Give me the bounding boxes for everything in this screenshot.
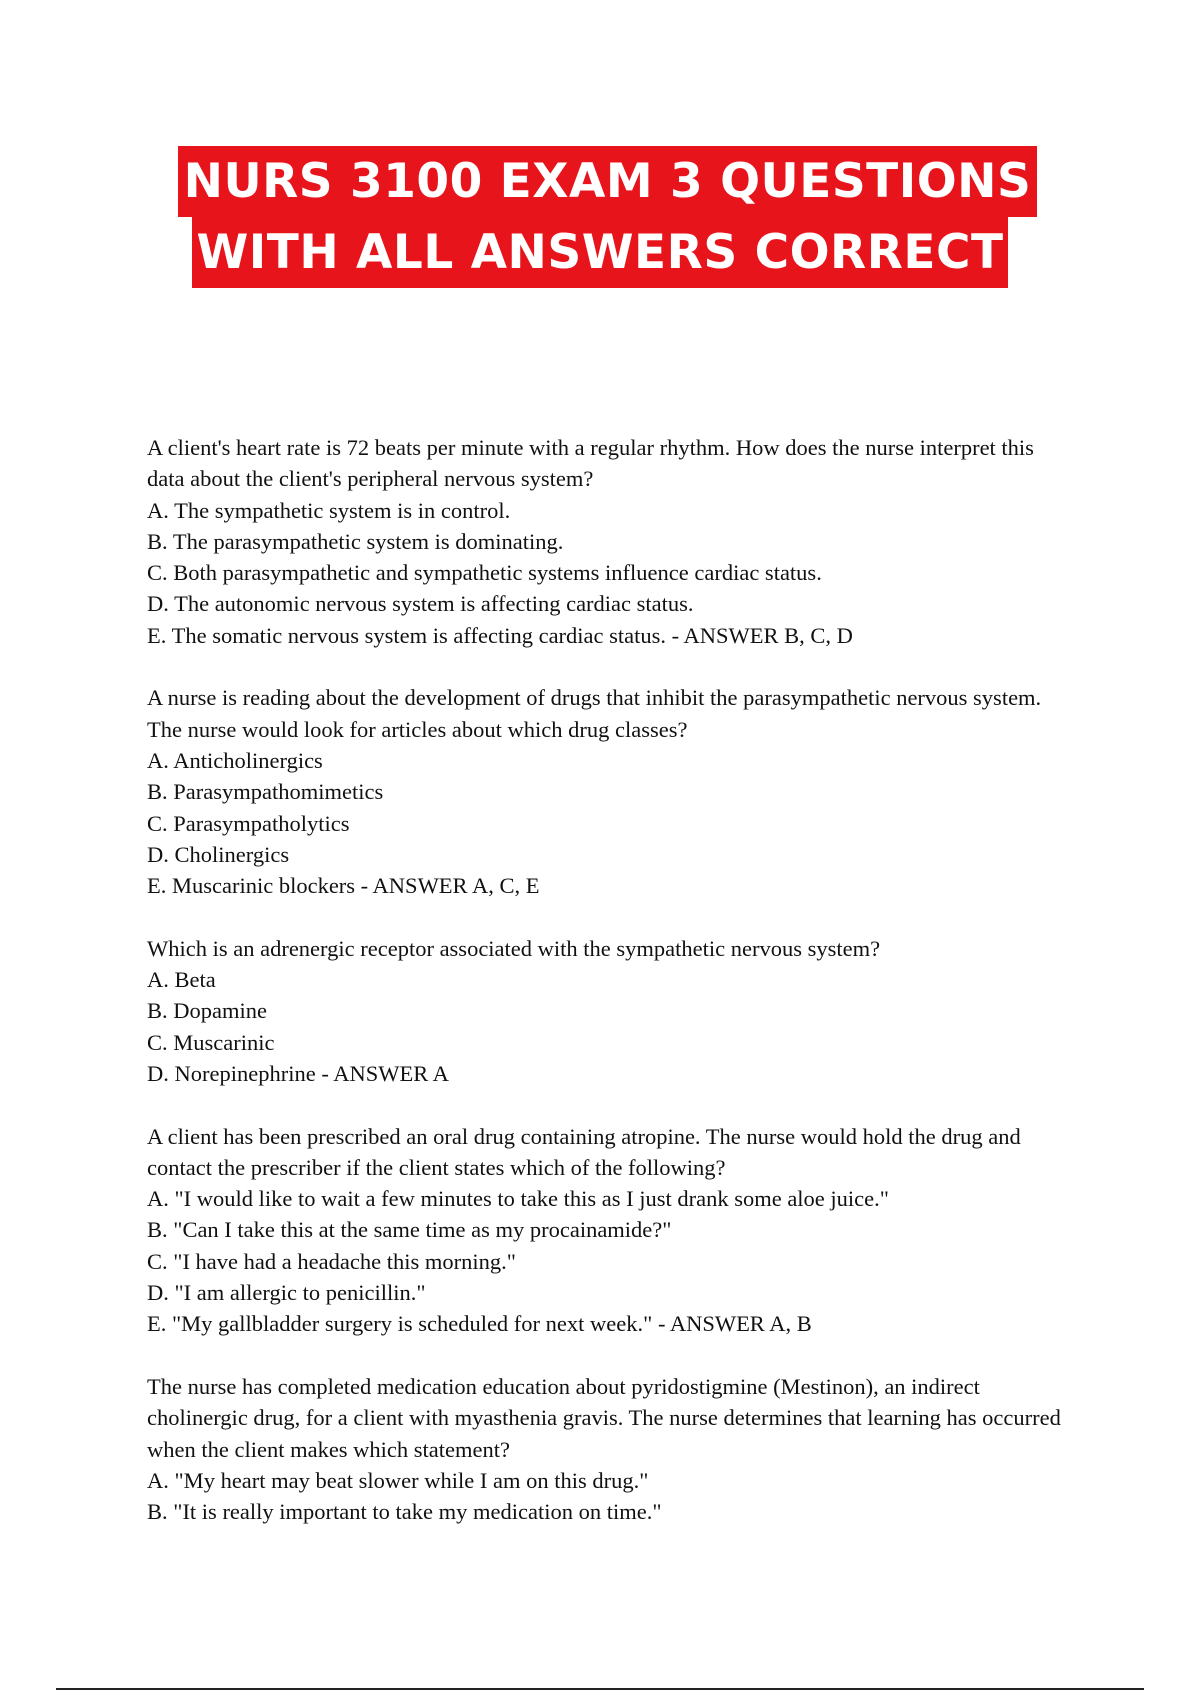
answer-option: E. The somatic nervous system is affecting cardiac status. - ANSWER B, C, D bbox=[147, 622, 853, 648]
question-text: Which is an adrenergic receptor associated with the sympathetic nervous system? bbox=[147, 935, 881, 961]
title-line-1: NURS 3100 EXAM 3 QUESTIONS bbox=[178, 146, 1038, 217]
answer-option: C. "I have had a headache this morning." bbox=[147, 1248, 516, 1274]
answer-option: B. Parasympathomimetics bbox=[147, 779, 384, 805]
page-bottom-divider bbox=[56, 1688, 1144, 1690]
answer-option: D. Cholinergics bbox=[147, 841, 290, 867]
question-item bbox=[147, 1121, 1077, 1340]
answer-option: A. The sympathetic system is in control. bbox=[147, 497, 511, 523]
question-text: A nurse is reading about the development of drugs that inhibit the parasympathetic nervous system. The nurse would look for articles about which drug classes? bbox=[147, 685, 1042, 742]
question-text: A client has been prescribed an oral drug containing atropine. The nurse would hold the drug and contact the prescriber if the client states which of the following? bbox=[147, 1123, 1021, 1180]
question-text: A client's heart rate is 72 beats per minute with a regular rhythm. How does the nurse interpret this data about the client's peripheral nervous system? bbox=[147, 435, 1034, 492]
questions-list bbox=[147, 432, 1077, 1559]
answer-option: A. Beta bbox=[147, 967, 216, 993]
title-line-2: WITH ALL ANSWERS CORRECT bbox=[192, 217, 1007, 288]
answer-option: E. Muscarinic blockers - ANSWER A, C, E bbox=[147, 873, 540, 899]
answer-option: D. Norepinephrine - ANSWER A bbox=[147, 1060, 449, 1086]
answer-option: B. The parasympathetic system is dominating. bbox=[147, 528, 564, 554]
answer-option: B. Dopamine bbox=[147, 998, 267, 1024]
answer-option: C. Both parasympathetic and sympathetic systems influence cardiac status. bbox=[147, 560, 822, 586]
answer-option: A. "I would like to wait a few minutes to take this as I just drank some aloe juice." bbox=[147, 1186, 889, 1212]
answer-option: C. Parasympatholytics bbox=[147, 810, 350, 836]
answer-option: D. "I am allergic to penicillin." bbox=[147, 1280, 426, 1306]
answer-option: A. Anticholinergics bbox=[147, 747, 323, 773]
question-text: The nurse has completed medication education about pyridostigmine (Mestinon), an indirect cholinergic drug, for a client with myasthenia gravis. The nurse determines that learning has occurred when the client makes which statement? bbox=[147, 1373, 1061, 1462]
document-title bbox=[0, 146, 1200, 288]
answer-option: B. "Can I take this at the same time as my procainamide?" bbox=[147, 1217, 672, 1243]
answer-option: D. The autonomic nervous system is affecting cardiac status. bbox=[147, 591, 694, 617]
question-item bbox=[147, 933, 1077, 1089]
question-item bbox=[147, 432, 1077, 651]
answer-option: B. "It is really important to take my medication on time." bbox=[147, 1499, 662, 1525]
answer-option: E. "My gallbladder surgery is scheduled for next week." - ANSWER A, B bbox=[147, 1311, 812, 1337]
answer-option: A. "My heart may beat slower while I am on this drug." bbox=[147, 1467, 649, 1493]
answer-option: C. Muscarinic bbox=[147, 1029, 275, 1055]
question-item bbox=[147, 1371, 1077, 1527]
question-item bbox=[147, 682, 1077, 901]
